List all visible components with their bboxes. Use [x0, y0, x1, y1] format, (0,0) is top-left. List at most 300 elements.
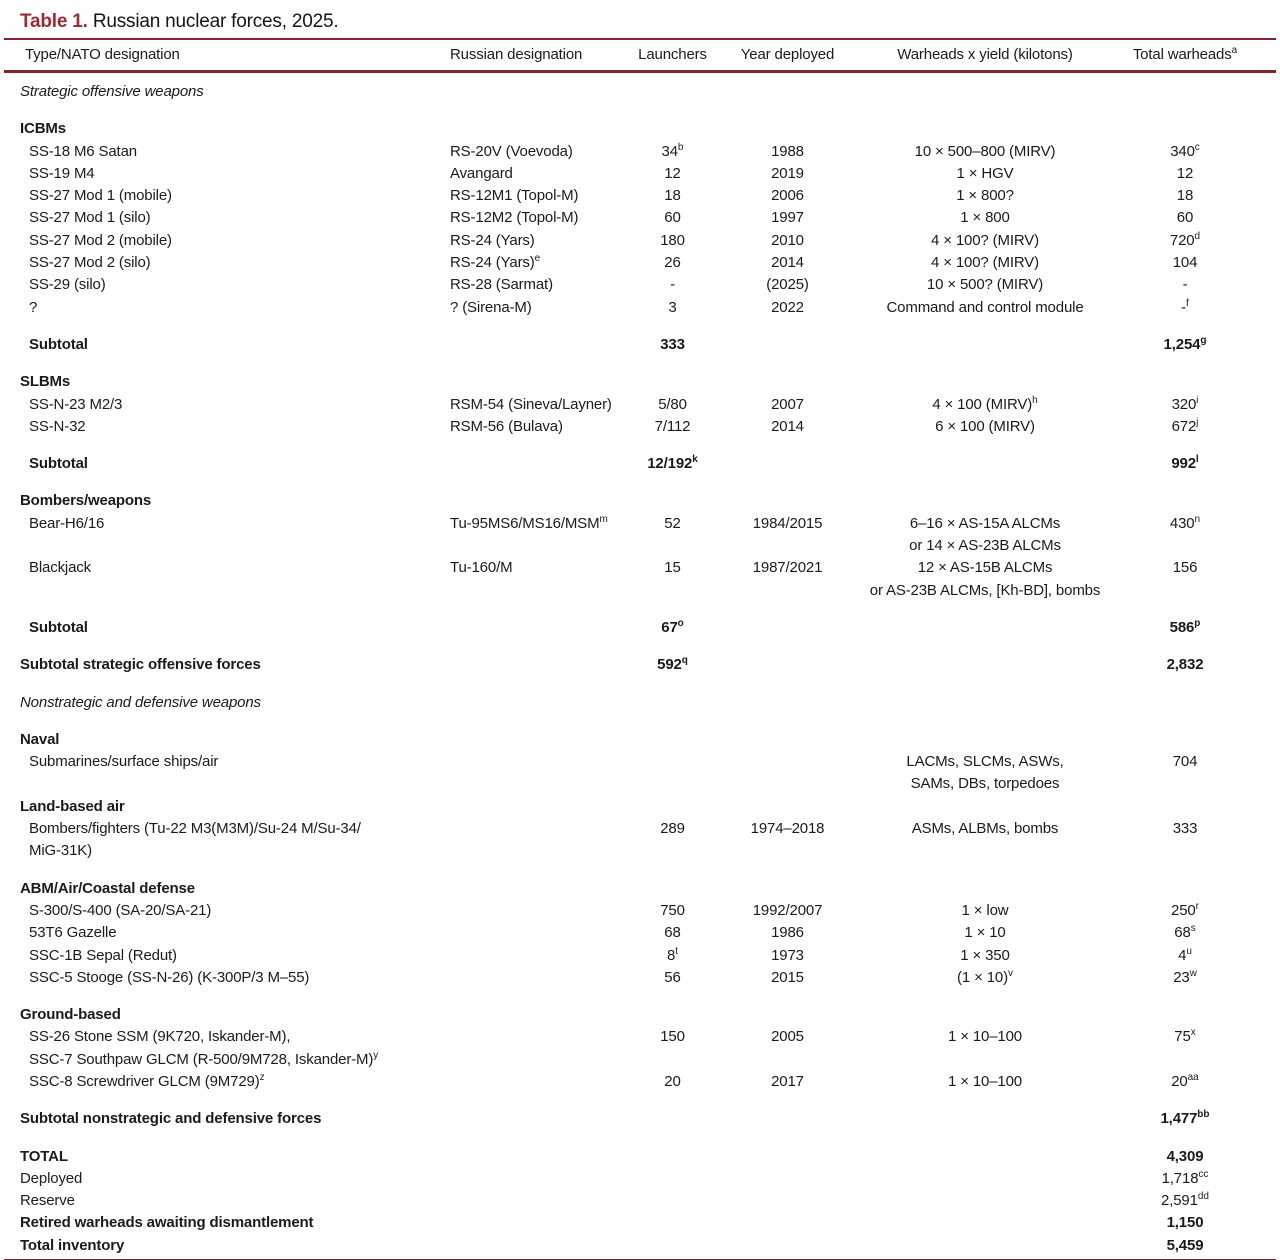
cell-line: 5,459	[1166, 1236, 1204, 1254]
column-header-type: Type/NATO designation	[25, 46, 180, 63]
table-row	[0, 185, 1280, 207]
cell-total-warheads	[1115, 1168, 1255, 1190]
cell-total-warheads	[1115, 922, 1255, 944]
cell-type-nato-designation	[0, 185, 450, 207]
cell-russian-designation	[450, 1026, 625, 1048]
cell-line: SS-27 Mod 2 (mobile)	[29, 231, 172, 249]
cell-warheads-yield	[855, 818, 1115, 840]
cell-line	[1115, 490, 1255, 512]
cell-year-deployed	[720, 163, 855, 185]
cell-launchers	[625, 967, 720, 989]
cell-line: or 14 × AS-23B ALCMs	[909, 537, 1061, 555]
cell-line	[450, 1212, 625, 1234]
cell-line: 672$^j$	[1171, 416, 1199, 435]
cell-line	[450, 945, 625, 967]
cell-year-deployed	[720, 453, 855, 475]
cell-type-nato-designation	[0, 900, 450, 922]
cell-launchers	[625, 818, 720, 840]
cell-line: Retired warheads awaiting dismantlement	[20, 1214, 314, 1232]
cell-year-deployed	[720, 185, 855, 207]
cell-line	[720, 334, 855, 356]
cell-total-warheads	[1115, 967, 1255, 989]
cell-line: 750	[660, 901, 685, 919]
cell-line: SS-27 Mod 1 (silo)	[29, 209, 151, 227]
cell-russian-designation	[450, 557, 625, 579]
cell-year-deployed	[720, 141, 855, 163]
table-row	[0, 1235, 1280, 1257]
cell-type-nato-designation	[0, 617, 450, 639]
cell-line: 23$^w$	[1173, 967, 1197, 986]
cell-line	[625, 118, 720, 140]
cell-line: Subtotal nonstrategic and defensive forces	[20, 1110, 322, 1128]
cell-total-warheads	[1115, 185, 1255, 207]
cell-year-deployed	[720, 274, 855, 296]
cell-russian-designation	[450, 81, 625, 103]
cell-line: $(1 \times 10)^v$	[957, 967, 1013, 986]
cell-type-nato-designation	[0, 274, 450, 296]
cell-type-nato-designation	[0, 453, 450, 475]
cell-line: SS-N-32	[29, 417, 86, 435]
cell-line	[450, 967, 625, 989]
cell-total-warheads	[1115, 274, 1255, 296]
cell-total-warheads	[1115, 1212, 1255, 1234]
cell-line: Tu-95MS6/MS16/MSM$^m$	[450, 513, 608, 532]
cell-line	[855, 1168, 1115, 1190]
cell-total-warheads	[1115, 252, 1255, 274]
table-row	[0, 1212, 1280, 1234]
cell-year-deployed	[720, 617, 855, 639]
cell-line: -	[1182, 276, 1188, 294]
cell-line	[450, 453, 625, 475]
table-number-label: Table 1.	[20, 11, 88, 32]
cell-line: $20^{aa}$	[1171, 1071, 1199, 1090]
cell-type-nato-designation	[0, 1146, 450, 1168]
cell-total-warheads	[1115, 230, 1255, 252]
cell-total-warheads	[1115, 751, 1255, 773]
cell-total-warheads	[1115, 513, 1255, 535]
cell-line: 1992/2007	[752, 901, 823, 919]
cell-warheads-yield	[855, 274, 1115, 296]
cell-russian-designation	[450, 163, 625, 185]
cell-line: SAMs, DBs, torpedoes	[910, 775, 1060, 793]
cell-line	[625, 1108, 720, 1130]
cell-line: Subtotal	[29, 335, 88, 353]
cell-line	[720, 118, 855, 140]
cell-line: 2006	[771, 187, 804, 205]
cell-line: Tu-160/M	[450, 559, 513, 577]
cell-line	[855, 490, 1115, 512]
cell-line	[720, 453, 855, 475]
cell-line: 34$^b$	[661, 141, 684, 160]
table-row	[0, 967, 1280, 989]
cell-launchers	[625, 274, 720, 296]
cell-line	[720, 617, 855, 639]
cell-year-deployed	[720, 557, 855, 579]
cell-launchers	[625, 945, 720, 967]
cell-launchers	[625, 371, 720, 393]
cell-russian-designation	[450, 1190, 625, 1212]
table-row	[0, 818, 1280, 863]
cell-line	[1115, 878, 1255, 900]
cell-launchers	[625, 230, 720, 252]
cell-line	[450, 81, 625, 103]
cell-line: 1987/2021	[752, 559, 823, 577]
cell-year-deployed	[720, 490, 855, 512]
cell-total-warheads	[1115, 453, 1255, 475]
cell-line: 1974–2018	[750, 820, 825, 838]
cell-line: 992$^l$	[1171, 454, 1199, 473]
cell-line: Subtotal strategic offensive forces	[20, 656, 261, 674]
cell-russian-designation	[450, 692, 625, 714]
table-row	[0, 1004, 1280, 1026]
cell-type-nato-designation	[0, 692, 450, 714]
cell-line: 52	[664, 514, 681, 532]
cell-line	[450, 729, 625, 751]
cell-russian-designation	[450, 416, 625, 438]
cell-line: 1,254$^g$	[1163, 334, 1207, 353]
cell-line: 1986	[771, 924, 804, 942]
table-row	[0, 654, 1280, 676]
cell-line: 2019	[771, 164, 804, 182]
cell-total-warheads	[1115, 878, 1255, 900]
cell-warheads-yield	[855, 513, 1115, 558]
cell-line: 2,591$^{dd}$	[1161, 1191, 1209, 1210]
cell-line: SLBMs	[20, 373, 71, 391]
cell-warheads-yield	[855, 557, 1115, 602]
cell-line: 1973	[771, 946, 804, 964]
cell-type-nato-designation	[0, 141, 450, 163]
cell-russian-designation	[450, 185, 625, 207]
cell-line: 1 × 10–100	[948, 1072, 1022, 1090]
table-row	[0, 1146, 1280, 1168]
cell-warheads-yield	[855, 617, 1115, 639]
cell-warheads-yield	[855, 1108, 1115, 1130]
cell-line: 15	[664, 559, 681, 577]
cell-launchers	[625, 1168, 720, 1190]
cell-warheads-yield	[855, 453, 1115, 475]
table-row	[0, 751, 1280, 796]
cell-year-deployed	[720, 513, 855, 535]
cell-line: 67$^o$	[661, 617, 684, 636]
cell-russian-designation	[450, 274, 625, 296]
cell-warheads-yield	[855, 230, 1115, 252]
cell-line	[855, 453, 1115, 475]
cell-line: 60	[1176, 209, 1194, 227]
cell-type-nato-designation	[0, 334, 450, 356]
cell-line	[450, 118, 625, 140]
cell-line	[720, 1235, 855, 1257]
cell-warheads-yield	[855, 334, 1115, 356]
table-body	[0, 73, 1280, 1257]
cell-line: 5/80	[658, 395, 687, 413]
cell-type-nato-designation	[0, 878, 450, 900]
cell-line	[625, 490, 720, 512]
cell-warheads-yield	[855, 394, 1115, 416]
cell-line: 12	[1176, 164, 1194, 182]
cell-line	[625, 1004, 720, 1026]
cell-total-warheads	[1115, 557, 1255, 579]
cell-russian-designation	[450, 334, 625, 356]
table-row	[0, 490, 1280, 512]
cell-line: RS-28 (Sarmat)	[450, 276, 553, 294]
cell-launchers	[625, 185, 720, 207]
cell-type-nato-designation	[0, 230, 450, 252]
cell-year-deployed	[720, 1190, 855, 1212]
cell-russian-designation	[450, 1212, 625, 1234]
cell-year-deployed	[720, 1026, 855, 1048]
cell-year-deployed	[720, 922, 855, 944]
cell-line	[450, 1168, 625, 1190]
cell-warheads-yield	[855, 1235, 1115, 1257]
cell-launchers	[625, 1146, 720, 1168]
cell-total-warheads	[1115, 1004, 1255, 1026]
cell-line: 1984/2015	[752, 514, 823, 532]
cell-year-deployed	[720, 1146, 855, 1168]
cell-line: 10 × 500–800 (MIRV)	[914, 142, 1056, 160]
cell-line: 720$^d$	[1169, 230, 1201, 249]
cell-launchers	[625, 751, 720, 773]
cell-total-warheads	[1115, 490, 1255, 512]
table-row	[0, 274, 1280, 296]
cell-launchers	[625, 1071, 720, 1093]
cell-warheads-yield	[855, 1026, 1115, 1048]
cell-year-deployed	[720, 207, 855, 229]
cell-line	[720, 1004, 855, 1026]
cell-line: 12/192$^k$	[647, 454, 698, 473]
cell-line	[720, 751, 855, 773]
cell-line: Avangard	[450, 164, 513, 182]
cell-warheads-yield	[855, 1212, 1115, 1234]
cell-line	[450, 1071, 625, 1093]
cell-line: 1 × 10–100	[948, 1028, 1022, 1046]
cell-russian-designation	[450, 1071, 625, 1093]
cell-line: (2025)	[766, 276, 809, 294]
cell-russian-designation	[450, 394, 625, 416]
column-header-total-warheads: Total warheads$^a$	[1132, 45, 1238, 63]
cell-russian-designation	[450, 252, 625, 274]
cell-russian-designation	[450, 654, 625, 676]
cell-line: 8$^t$	[667, 945, 678, 964]
cell-year-deployed	[720, 751, 855, 773]
cell-line	[1115, 729, 1255, 751]
cell-line	[450, 922, 625, 944]
cell-year-deployed	[720, 1235, 855, 1257]
cell-year-deployed	[720, 252, 855, 274]
cell-line	[450, 490, 625, 512]
cell-line	[1115, 692, 1255, 714]
cell-line: Submarines/surface ships/air	[29, 753, 219, 771]
table-row	[0, 141, 1280, 163]
cell-line: 18	[664, 187, 681, 205]
cell-line	[720, 729, 855, 751]
cell-line: 68	[664, 924, 681, 942]
table-row	[0, 900, 1280, 922]
cell-line	[450, 818, 625, 840]
cell-line	[855, 371, 1115, 393]
cell-line: LACMs, SLCMs, ASWs,	[906, 753, 1064, 771]
cell-launchers	[625, 334, 720, 356]
cell-total-warheads	[1115, 1146, 1255, 1168]
cell-line: SSC-8 Screwdriver GLCM $(9M729)^z$	[29, 1071, 265, 1090]
cell-launchers	[625, 416, 720, 438]
cell-total-warheads	[1115, 207, 1255, 229]
cell-line: 20	[664, 1072, 681, 1090]
table-row	[0, 230, 1280, 252]
cell-line: 4 × 100? (MIRV)	[931, 254, 1039, 272]
cell-russian-designation	[450, 878, 625, 900]
cell-line	[450, 617, 625, 639]
cell-line: 1 × 800	[960, 209, 1010, 227]
cell-line	[855, 878, 1115, 900]
cell-russian-designation	[450, 796, 625, 818]
cell-line: RS-24 (Yars)$^e$	[450, 253, 541, 272]
column-header-year-deployed: Year deployed	[740, 46, 835, 63]
cell-launchers	[625, 207, 720, 229]
cell-line: 4$^u$	[1178, 945, 1192, 964]
cell-line	[720, 1146, 855, 1168]
cell-total-warheads	[1115, 818, 1255, 840]
cell-line: 180	[660, 231, 685, 249]
cell-year-deployed	[720, 945, 855, 967]
cell-line: 1,150	[1166, 1214, 1204, 1232]
cell-line: Total inventory	[20, 1236, 125, 1254]
cell-warheads-yield	[855, 118, 1115, 140]
cell-type-nato-designation	[0, 1004, 450, 1026]
cell-year-deployed	[720, 1108, 855, 1130]
cell-year-deployed	[720, 230, 855, 252]
cell-line	[625, 796, 720, 818]
cell-total-warheads	[1115, 945, 1255, 967]
cell-line: 4 × 100? (MIRV)	[931, 231, 1039, 249]
cell-line	[855, 692, 1115, 714]
cell-type-nato-designation	[0, 729, 450, 751]
cell-launchers	[625, 1235, 720, 1257]
cell-line	[720, 81, 855, 103]
cell-type-nato-designation	[0, 557, 450, 579]
cell-warheads-yield	[855, 81, 1115, 103]
cell-line	[450, 1004, 625, 1026]
cell-line	[1115, 118, 1255, 140]
cell-line: SS-27 Mod 2 (silo)	[29, 254, 151, 272]
cell-russian-designation	[450, 1168, 625, 1190]
cell-line	[625, 1168, 720, 1190]
table-row	[0, 617, 1280, 639]
cell-russian-designation	[450, 617, 625, 639]
cell-type-nato-designation	[0, 1071, 450, 1093]
cell-line: ASMs, ALBMs, bombs	[911, 820, 1059, 838]
table-row	[0, 394, 1280, 416]
cell-line: 1 × 10	[964, 924, 1006, 942]
cell-line: -	[670, 276, 675, 294]
cell-line: 289	[660, 820, 685, 838]
cell-line: 6 × 100 (MIRV)	[935, 417, 1035, 435]
cell-russian-designation	[450, 513, 625, 535]
cell-line: 333	[660, 335, 685, 353]
cell-type-nato-designation	[0, 1168, 450, 1190]
cell-russian-designation	[450, 922, 625, 944]
cell-launchers	[625, 141, 720, 163]
cell-line: 430$^n$	[1169, 513, 1201, 532]
cell-line	[855, 1212, 1115, 1234]
cell-type-nato-designation	[0, 416, 450, 438]
cell-line	[625, 81, 720, 103]
cell-line: ?	[29, 298, 38, 316]
cell-total-warheads	[1115, 1071, 1255, 1093]
cell-total-warheads	[1115, 371, 1255, 393]
cell-line: 6–16 × AS-15A ALCMs	[909, 514, 1061, 532]
cell-line: 250$^r$	[1171, 900, 1199, 919]
cell-line: 1,477$^{bb}$	[1160, 1109, 1210, 1128]
cell-line: 3	[668, 298, 677, 316]
cell-line	[720, 1168, 855, 1190]
cell-warheads-yield	[855, 1071, 1115, 1093]
cell-line	[720, 371, 855, 393]
cell-line: Ground-based	[20, 1006, 121, 1024]
cell-launchers	[625, 557, 720, 579]
cell-line	[720, 796, 855, 818]
cell-russian-designation	[450, 371, 625, 393]
cell-launchers	[625, 878, 720, 900]
table-row	[0, 207, 1280, 229]
cell-year-deployed	[720, 878, 855, 900]
cell-type-nato-designation	[0, 796, 450, 818]
cell-line: 4 × 100 (MIRV)$^h$	[932, 394, 1038, 413]
cell-line: Naval	[20, 730, 60, 748]
cell-year-deployed	[720, 1212, 855, 1234]
cell-line: 104	[1172, 254, 1198, 272]
cell-russian-designation	[450, 230, 625, 252]
cell-line	[720, 490, 855, 512]
cell-warheads-yield	[855, 1004, 1115, 1026]
cell-line: or AS-23B ALCMs, [Kh-BD], bombs	[869, 581, 1101, 599]
cell-line: 156	[1172, 559, 1198, 577]
cell-russian-designation	[450, 818, 625, 840]
cell-warheads-yield	[855, 878, 1115, 900]
cell-russian-designation	[450, 729, 625, 751]
cell-line: 592$^q$	[657, 655, 688, 674]
cell-line: SS-29 (silo)	[29, 276, 106, 294]
cell-line	[855, 1004, 1115, 1026]
table-row	[0, 334, 1280, 356]
cell-line	[450, 334, 625, 356]
cell-line: 18	[1176, 187, 1194, 205]
cell-warheads-yield	[855, 922, 1115, 944]
cell-russian-designation	[450, 207, 625, 229]
cell-type-nato-designation	[0, 394, 450, 416]
cell-line: SS-26 Stone SSM (9K720, Iskander-M),	[29, 1028, 291, 1046]
cell-type-nato-designation	[0, 81, 450, 103]
cell-type-nato-designation	[0, 1190, 450, 1212]
cell-launchers	[625, 453, 720, 475]
table-title	[20, 11, 1280, 33]
cell-type-nato-designation	[0, 967, 450, 989]
cell-line: Blackjack	[29, 559, 92, 577]
cell-line	[1115, 1004, 1255, 1026]
cell-total-warheads	[1115, 81, 1255, 103]
cell-warheads-yield	[855, 729, 1115, 751]
cell-line	[450, 1190, 625, 1212]
cell-warheads-yield	[855, 207, 1115, 229]
cell-russian-designation	[450, 900, 625, 922]
cell-total-warheads	[1115, 394, 1255, 416]
cell-line: RS-12M2 (Topol-M)	[450, 209, 579, 227]
cell-year-deployed	[720, 394, 855, 416]
cell-type-nato-designation	[0, 371, 450, 393]
cell-line: Deployed	[20, 1169, 83, 1187]
cell-line: 10 × 500? (MIRV)	[926, 276, 1044, 294]
cell-line	[855, 334, 1115, 356]
cell-line: Subtotal	[29, 618, 88, 636]
